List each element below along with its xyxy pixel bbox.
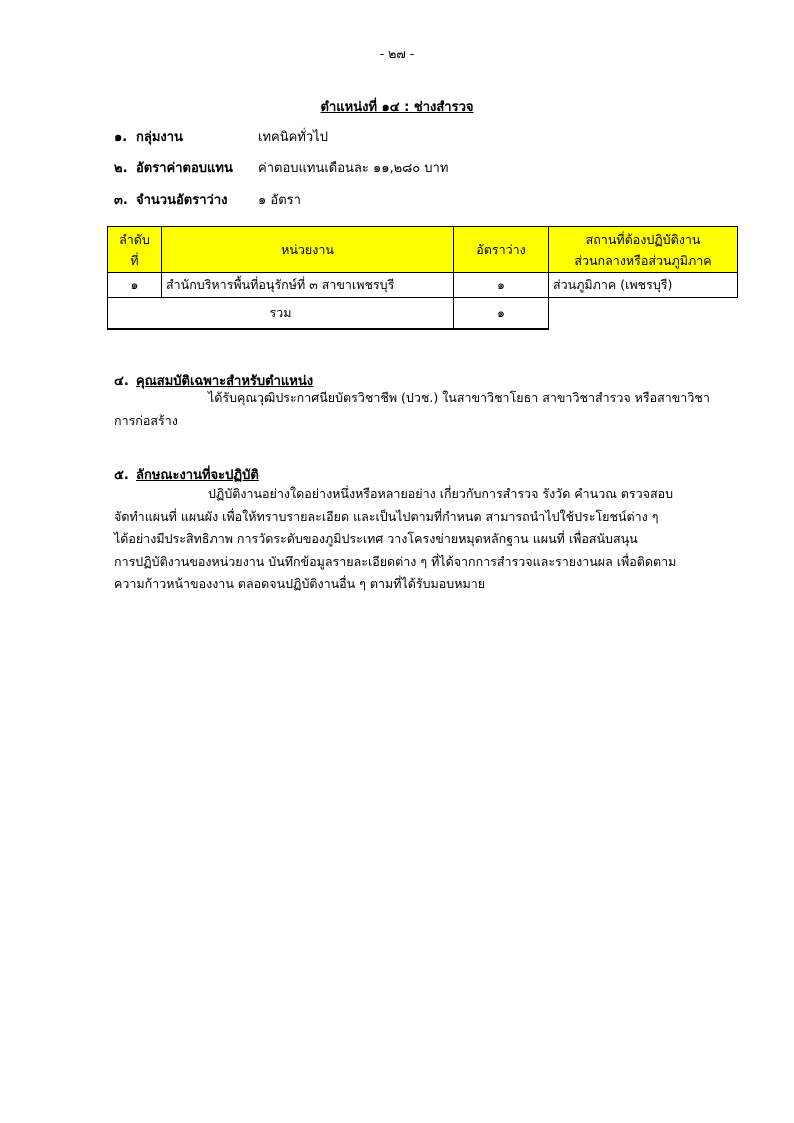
paragraph-line: จัดทำแผนที่ แผนผัง เพื่อให้ทราบรายละเอียด และเป็นไปตามที่กำหนด สามารถนำไปใช้ประโยชน์ต่าง ๆ [114,508,659,524]
header-unit: หน่วยงาน [162,227,454,273]
paragraph-line: ได้อย่างมีประสิทธิภาพ การวัดระดับของภูมิประเทศ วางโครงข่ายหมุดหลักฐาน แผนที่ เพื่อสนับสนุน [114,531,638,547]
table-row [108,273,738,298]
info-label: กลุ่มงาน [136,130,183,145]
info-number: ๑. [114,130,128,145]
total-value: ๑ [454,298,549,330]
info-value: เทคนิคทั่วไป [258,130,328,145]
info-label: อัตราค่าตอบแทน [136,161,233,176]
page-number: - ๒๗ - [379,46,415,61]
table-header-row [108,227,738,273]
info-number: ๒. [114,161,128,176]
positions-table [107,226,738,330]
paragraph-line: ความก้าวหน้าของงาน ตลอดจนปฏิบัติงานอื่น ๆ ตามที่ได้รับมอบหมาย [114,576,486,592]
cell-location: ส่วนภูมิภาค (เพชรบุรี) [549,273,738,298]
cell-no: ๑ [108,273,162,298]
total-label: รวม [108,298,454,330]
paragraph-line: การก่อสร้าง [114,412,178,428]
paragraph-line: ได้รับคุณวุฒิประกาศนียบัตรวิชาชีพ (ปวช.) ในสาขาวิชาโยธา สาขาวิชาสำรวจ หรือสาขาวิชา [208,390,710,405]
cell-rate: ๑ [454,273,549,298]
paragraph-line: ปฏิบัติงานอย่างใดอย่างหนึ่งหรือหลายอย่าง เกี่ยวกับการสำรวจ รังวัด คำนวณ ตรวจสอบ [208,486,674,501]
section-5-heading [114,464,259,485]
info-value: ค่าตอบแทนเดือนละ ๑๑,๒๘๐ บาท [258,161,449,176]
section-number: ๕. [114,468,129,483]
page-title: ตำแหน่งที่ ๑๔ : ช่างสำรวจ [320,100,474,115]
section-title: ลักษณะงานที่จะปฏิบัติ [136,468,259,483]
paragraph-line: การปฏิบัติงานของหน่วยงาน บันทึกข้อมูลรายละเอียดต่าง ๆ ที่ได้จากการสำรวจและรายงานผล เพื่อติดตาม [114,553,677,569]
header-no: ลำดับ ที่ [108,227,162,273]
section-4-body [114,387,718,432]
table-total-row [108,298,738,330]
section-number: ๔. [114,374,129,389]
info-value: ๑ อัตรา [258,193,301,208]
cell-unit: สำนักบริหารพื้นที่อนุรักษ์ที่ ๓ สาขาเพชรบุรี [162,273,454,298]
header-rate: อัตราว่าง [454,227,549,273]
section-title: คุณสมบัติเฉพาะสำหรับตำแหน่ง [136,374,314,389]
header-location: สถานที่ต้องปฏิบัติงาน ส่วนกลางหรือส่วนภูมิภาค [549,227,738,273]
info-number: ๓. [114,193,128,208]
info-label: จำนวนอัตราว่าง [136,193,228,208]
section-5-body [114,483,718,596]
